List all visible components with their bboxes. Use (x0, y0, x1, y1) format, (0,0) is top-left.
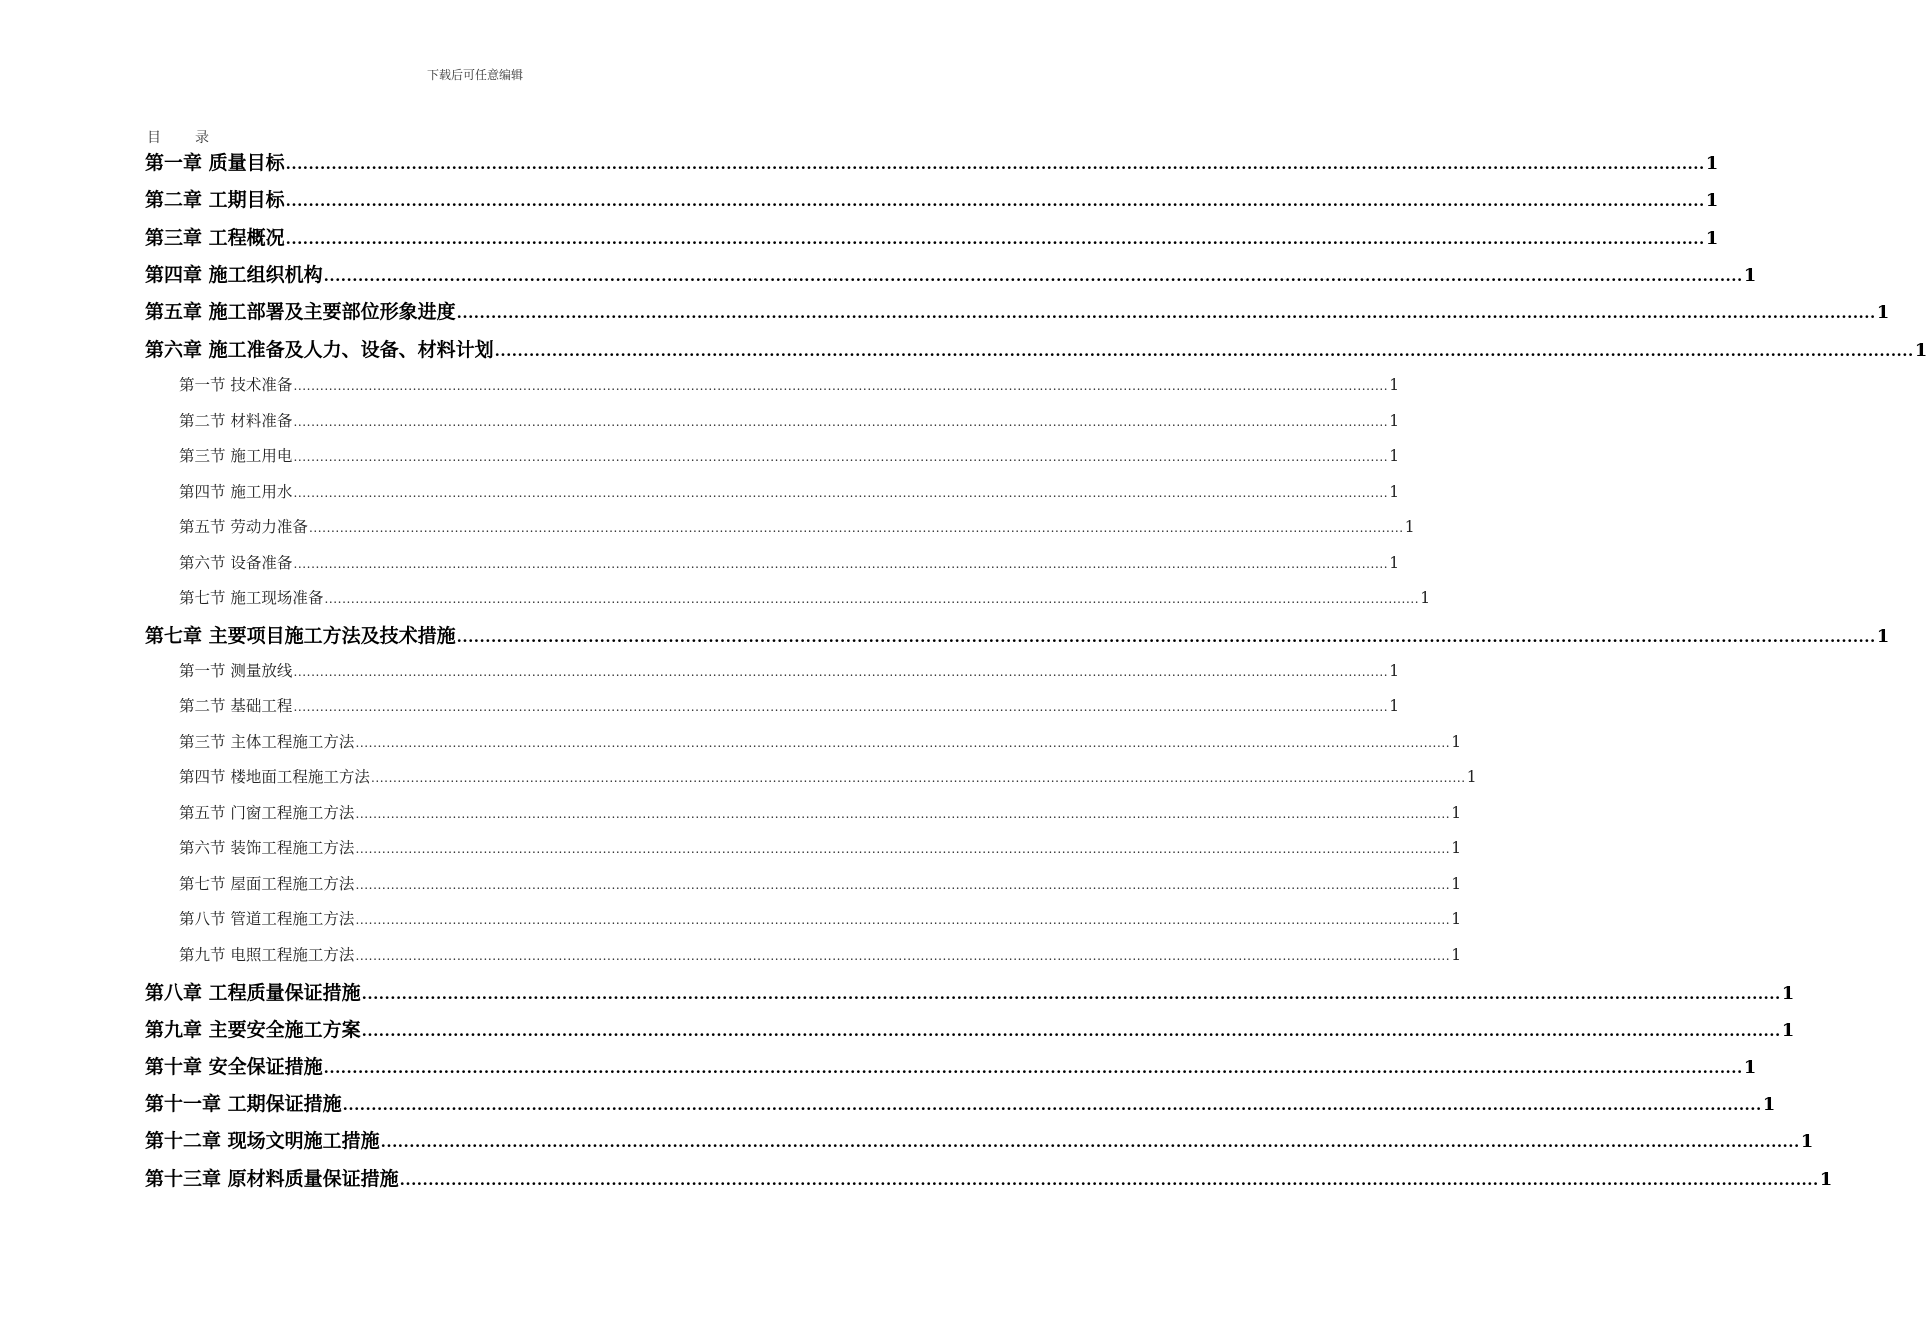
toc-dot-leader: ........................................................................................................................................................................................................................................................ (285, 192, 1705, 210)
toc-section-entry[interactable] (179, 943, 1462, 965)
toc-title: 目 录 (147, 130, 219, 146)
toc-dot-leader: ........................................................................................................................................................................................................................................................ (355, 842, 1451, 856)
toc-section-entry[interactable] (179, 586, 1431, 608)
toc-chapter-entry[interactable] (145, 260, 1757, 286)
toc-chapter-entry[interactable] (145, 148, 1719, 174)
toc-entry-label: 第八章 工程质量保证措施 (145, 982, 361, 1004)
toc-page-number: 1 (1389, 412, 1400, 430)
toc-section-entry[interactable] (179, 515, 1415, 537)
toc-dot-leader: ........................................................................................................................................................................................................................................................ (293, 486, 1389, 500)
toc-dot-leader: ........................................................................................................................................................................................................................................................ (285, 155, 1705, 173)
toc-entry-label: 第四章 施工组织机构 (145, 264, 323, 286)
toc-page-number: 1 (1389, 447, 1400, 465)
toc-dot-leader: ........................................................................................................................................................................................................................................................ (285, 230, 1705, 248)
toc-chapter-entry[interactable] (145, 621, 1890, 647)
toc-entry-label: 第二章 工期目标 (145, 189, 285, 211)
toc-entry-label: 第十一章 工期保证措施 (145, 1093, 342, 1115)
toc-section-entry[interactable] (179, 765, 1477, 787)
toc-dot-leader: ........................................................................................................................................................................................................................................................ (293, 665, 1389, 679)
toc-dot-leader: ........................................................................................................................................................................................................................................................ (308, 521, 1404, 535)
toc-section-entry[interactable] (179, 872, 1462, 894)
toc-dot-leader: ........................................................................................................................................................................................................................................................ (323, 267, 1743, 285)
toc-page-number: 1 (1743, 265, 1757, 286)
toc-page-number: 1 (1705, 228, 1719, 249)
toc-entry-label: 第三节 主体工程施工方法 (179, 733, 355, 751)
toc-chapter-entry[interactable] (145, 297, 1890, 323)
toc-entry-label: 第五章 施工部署及主要部位形象进度 (145, 301, 456, 323)
toc-entry-label: 第七节 施工现场准备 (179, 589, 324, 607)
toc-chapter-entry[interactable] (145, 978, 1795, 1004)
toc-dot-leader: ........................................................................................................................................................................................................................................................ (399, 1171, 1819, 1189)
toc-dot-leader: ........................................................................................................................................................................................................................................................ (361, 1022, 1781, 1040)
toc-entry-label: 第九节 电照工程施工方法 (179, 946, 355, 964)
toc-entry-label: 第七节 屋面工程施工方法 (179, 875, 355, 893)
toc-chapter-entry[interactable] (145, 1126, 1814, 1152)
toc-page-number: 1 (1389, 483, 1400, 501)
toc-page-number: 1 (1451, 733, 1462, 751)
toc-section-entry[interactable] (179, 836, 1462, 858)
toc-entry-label: 第一节 技术准备 (179, 376, 293, 394)
toc-page-number: 1 (1705, 153, 1719, 174)
toc-dot-leader: ........................................................................................................................................................................................................................................................ (355, 878, 1451, 892)
toc-page-number: 1 (1420, 589, 1431, 607)
toc-entry-label: 第六章 施工准备及人力、设备、材料计划 (145, 339, 494, 361)
toc-page-number: 1 (1389, 662, 1400, 680)
toc-page-number: 1 (1389, 697, 1400, 715)
toc-dot-leader: ........................................................................................................................................................................................................................................................ (355, 913, 1451, 927)
toc-chapter-entry[interactable] (145, 185, 1719, 211)
toc-dot-leader: ........................................................................................................................................................................................................................................................ (380, 1133, 1800, 1151)
toc-entry-label: 第一节 测量放线 (179, 662, 293, 680)
toc-page-number: 1 (1451, 875, 1462, 893)
toc-entry-label: 第三章 工程概况 (145, 227, 285, 249)
toc-dot-leader: ........................................................................................................................................................................................................................................................ (342, 1096, 1762, 1114)
toc-dot-leader: ........................................................................................................................................................................................................................................................ (494, 342, 1914, 360)
toc-entry-label: 第一章 质量目标 (145, 152, 285, 174)
toc-entry-label: 第八节 管道工程施工方法 (179, 910, 355, 928)
toc-entry-label: 第五节 门窗工程施工方法 (179, 804, 355, 822)
toc-section-entry[interactable] (179, 373, 1400, 395)
toc-section-entry[interactable] (179, 801, 1462, 823)
toc-page-number: 1 (1466, 768, 1477, 786)
toc-chapter-entry[interactable] (145, 1052, 1757, 1078)
toc-chapter-entry[interactable] (145, 1089, 1776, 1115)
toc-chapter-entry[interactable] (145, 1164, 1833, 1190)
toc-page-number: 1 (1451, 804, 1462, 822)
toc-section-entry[interactable] (179, 551, 1400, 573)
toc-dot-leader: ........................................................................................................................................................................................................................................................ (293, 450, 1389, 464)
toc-section-entry[interactable] (179, 694, 1400, 716)
toc-section-entry[interactable] (179, 659, 1400, 681)
toc-dot-leader: ........................................................................................................................................................................................................................................................ (355, 736, 1451, 750)
toc-entry-label: 第五节 劳动力准备 (179, 518, 308, 536)
toc-entry-label: 第九章 主要安全施工方案 (145, 1019, 361, 1041)
toc-page-number: 1 (1743, 1057, 1757, 1078)
toc-page-number: 1 (1451, 946, 1462, 964)
toc-entry-label: 第六节 装饰工程施工方法 (179, 839, 355, 857)
toc-page-number: 1 (1914, 340, 1927, 361)
toc-entry-label: 第七章 主要项目施工方法及技术措施 (145, 625, 456, 647)
toc-dot-leader: ........................................................................................................................................................................................................................................................ (355, 949, 1451, 963)
toc-section-entry[interactable] (179, 480, 1400, 502)
toc-page-number: 1 (1876, 302, 1890, 323)
page-header-note: 下载后可任意编辑 (426, 68, 523, 82)
toc-page-number: 1 (1781, 1020, 1795, 1041)
toc-dot-leader: ........................................................................................................................................................................................................................................................ (361, 985, 1781, 1003)
toc-page-number: 1 (1451, 910, 1462, 928)
toc-page-number: 1 (1451, 839, 1462, 857)
toc-chapter-entry[interactable] (145, 1015, 1795, 1041)
toc-page-number: 1 (1819, 1169, 1833, 1190)
toc-entry-label: 第三节 施工用电 (179, 447, 293, 465)
toc-page-number: 1 (1762, 1094, 1776, 1115)
toc-entry-label: 第二节 材料准备 (179, 412, 293, 430)
toc-section-entry[interactable] (179, 409, 1400, 431)
toc-page-number: 1 (1389, 376, 1400, 394)
toc-entry-label: 第四节 楼地面工程施工方法 (179, 768, 370, 786)
toc-dot-leader: ........................................................................................................................................................................................................................................................ (323, 1059, 1743, 1077)
toc-dot-leader: ........................................................................................................................................................................................................................................................ (324, 592, 1420, 606)
toc-section-entry[interactable] (179, 907, 1462, 929)
toc-chapter-entry[interactable] (145, 223, 1719, 249)
toc-section-entry[interactable] (179, 730, 1462, 752)
toc-page-number: 1 (1389, 554, 1400, 572)
toc-dot-leader: ........................................................................................................................................................................................................................................................ (293, 557, 1389, 571)
toc-page-number: 1 (1781, 983, 1795, 1004)
toc-dot-leader: ........................................................................................................................................................................................................................................................ (293, 415, 1389, 429)
toc-chapter-entry[interactable] (145, 335, 1927, 361)
toc-entry-label: 第六节 设备准备 (179, 554, 293, 572)
toc-entry-label: 第四节 施工用水 (179, 483, 293, 501)
toc-section-entry[interactable] (179, 444, 1400, 466)
toc-dot-leader: ........................................................................................................................................................................................................................................................ (456, 628, 1876, 646)
toc-dot-leader: ........................................................................................................................................................................................................................................................ (456, 304, 1876, 322)
toc-dot-leader: ........................................................................................................................................................................................................................................................ (370, 771, 1466, 785)
toc-entry-label: 第十二章 现场文明施工措施 (145, 1130, 380, 1152)
toc-dot-leader: ........................................................................................................................................................................................................................................................ (293, 379, 1389, 393)
toc-dot-leader: ........................................................................................................................................................................................................................................................ (293, 700, 1389, 714)
toc-page-number: 1 (1404, 518, 1415, 536)
toc-entry-label: 第二节 基础工程 (179, 697, 293, 715)
toc-page-number: 1 (1800, 1131, 1814, 1152)
toc-entry-label: 第十章 安全保证措施 (145, 1056, 323, 1078)
toc-page-number: 1 (1705, 190, 1719, 211)
toc-page-number: 1 (1876, 626, 1890, 647)
toc-dot-leader: ........................................................................................................................................................................................................................................................ (355, 807, 1451, 821)
toc-entry-label: 第十三章 原材料质量保证措施 (145, 1168, 399, 1190)
